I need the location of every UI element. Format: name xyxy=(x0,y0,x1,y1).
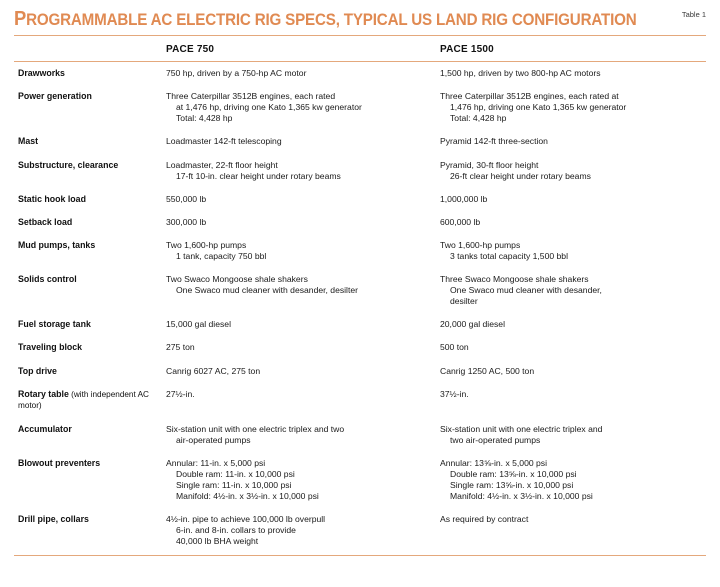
cell-line: 1,476 hp, driving one Kato 1,365 kw generator xyxy=(450,102,627,113)
table-row xyxy=(14,211,706,234)
cell-line: 40,000 lb BHA weight xyxy=(176,535,259,546)
cell-pace-750 xyxy=(162,234,436,268)
cell-pace-750 xyxy=(162,418,436,452)
column-header-blank xyxy=(14,36,162,62)
cell-pace-1500 xyxy=(436,188,706,211)
cell-pace-1500 xyxy=(436,336,706,359)
table-row xyxy=(14,268,706,313)
cell-line: two air-operated pumps xyxy=(450,434,541,445)
cell-pace-750 xyxy=(162,360,436,383)
cell-line: 4½-in. pipe to achieve 100,000 lb overpull xyxy=(166,513,326,524)
cell-line: Six-station unit with one electric triplex and two xyxy=(166,423,345,434)
cell-line: 3 tanks total capacity 1,500 bbl xyxy=(450,251,569,261)
cell-line: 750 hp, driven by a 750-hp AC motor xyxy=(166,68,307,78)
table-header xyxy=(14,36,706,62)
row-label-text: Drawworks xyxy=(18,68,65,78)
page-title-initial: P xyxy=(14,8,27,30)
cell-pace-1500 xyxy=(436,154,706,188)
cell-line: Annular: 13⅝-in. x 5,000 psi xyxy=(440,457,548,468)
table-row xyxy=(14,154,706,188)
cell-line: 550,000 lb xyxy=(166,193,207,204)
table-row xyxy=(14,85,706,130)
cell-line: desilter xyxy=(450,296,478,306)
cell-line: 300,000 lb xyxy=(166,216,207,227)
cell-pace-1500 xyxy=(436,234,706,268)
cell-pace-750 xyxy=(162,85,436,130)
row-label-text: Traveling block xyxy=(18,342,83,353)
cell-line: Loadmaster 142-ft telescoping xyxy=(166,136,282,147)
cell-line: As required by contract xyxy=(440,513,529,524)
row-label-text: Blowout preventers xyxy=(18,457,101,468)
cell-line: Two 1,600-hp pumps xyxy=(440,240,521,250)
cell-pace-750 xyxy=(162,154,436,188)
cell-line: 1,000,000 lb xyxy=(440,193,488,204)
table-row xyxy=(14,234,706,268)
cell-line: 500 ton xyxy=(440,342,469,353)
cell-line: Double ram: 11-in. x 10,000 psi xyxy=(176,468,295,479)
cell-line: Double ram: 13⅝-in. x 10,000 psi xyxy=(450,468,577,479)
row-label xyxy=(14,130,162,153)
cell-line: Single ram: 13⅝-in. x 10,000 psi xyxy=(450,479,574,490)
cell-line: Six-station unit with one electric triplex and xyxy=(440,423,603,434)
cell-line: 1 tank, capacity 750 bbl xyxy=(176,251,267,261)
table-number-label: Table 1 xyxy=(681,10,706,19)
row-label xyxy=(14,360,162,383)
cell-line: 20,000 gal diesel xyxy=(440,319,505,329)
row-label xyxy=(14,418,162,452)
cell-pace-1500 xyxy=(436,418,706,452)
cell-line: 1,500 hp, driven by two 800-hp AC motors xyxy=(440,68,601,78)
row-label-subtext: (with independent AC motor) xyxy=(18,389,149,411)
cell-line: 600,000 lb xyxy=(440,216,481,227)
row-label xyxy=(14,62,162,86)
cell-pace-750 xyxy=(162,211,436,234)
cell-line: Annular: 11-in. x 5,000 psi xyxy=(166,457,266,468)
table-row xyxy=(14,313,706,336)
page-title-text: ROGRAMMABLE AC ELECTRIC RIG SPECS, TYPICAL US LAND RIG CONFIGURATION xyxy=(26,11,637,29)
cell-pace-750 xyxy=(162,336,436,359)
table-body xyxy=(14,62,706,553)
cell-line: Two Swaco Mongoose shale shakers xyxy=(166,274,308,284)
cell-line: 15,000 gal diesel xyxy=(166,319,231,329)
cell-pace-750 xyxy=(162,383,436,418)
row-label-text: Power generation xyxy=(18,91,92,102)
column-header-pace-750: PACE 750 xyxy=(166,44,215,55)
row-label-text: Static hook load xyxy=(18,193,86,204)
table-row xyxy=(14,452,706,508)
row-label xyxy=(14,508,162,553)
row-label-text: Mast xyxy=(18,136,39,147)
cell-pace-1500 xyxy=(436,62,706,86)
row-label xyxy=(14,383,162,418)
cell-line: 6-in. and 8-in. collars to provide xyxy=(176,524,296,535)
cell-pace-1500 xyxy=(436,268,706,313)
cell-line: Manifold: 4½-in. x 3½-in. x 10,000 psi xyxy=(176,490,319,501)
cell-line: 275 ton xyxy=(166,342,195,353)
table-header-row xyxy=(14,36,706,62)
row-label-text: Top drive xyxy=(18,365,57,376)
row-label-text: Setback load xyxy=(18,216,73,227)
page-title xyxy=(14,8,651,31)
cell-pace-1500 xyxy=(436,383,706,418)
row-label xyxy=(14,85,162,130)
row-label-text: Fuel storage tank xyxy=(18,319,91,329)
cell-line: air-operated pumps xyxy=(176,434,251,445)
cell-line: at 1,476 hp, driving one Kato 1,365 kw generator xyxy=(176,102,362,113)
cell-pace-1500 xyxy=(436,313,706,336)
row-label xyxy=(14,313,162,336)
table-row xyxy=(14,508,706,553)
cell-pace-750 xyxy=(162,188,436,211)
cell-line: Single ram: 11-in. x 10,000 psi xyxy=(176,479,292,490)
table-row xyxy=(14,336,706,359)
cell-pace-750 xyxy=(162,268,436,313)
table-row xyxy=(14,360,706,383)
row-label xyxy=(14,234,162,268)
cell-line: Pyramid 142-ft three-section xyxy=(440,136,548,147)
cell-pace-1500 xyxy=(436,130,706,153)
table-row xyxy=(14,62,706,86)
row-label xyxy=(14,452,162,508)
column-header-pace-1500: PACE 1500 xyxy=(440,44,494,55)
table-row xyxy=(14,188,706,211)
row-label xyxy=(14,268,162,313)
cell-pace-1500 xyxy=(436,360,706,383)
row-label-text: Solids control xyxy=(18,274,77,284)
cell-pace-750 xyxy=(162,452,436,508)
cell-line: Canrig 6027 AC, 275 ton xyxy=(166,365,261,376)
row-label xyxy=(14,154,162,188)
cell-line: Total: 4,428 hp xyxy=(450,113,507,124)
cell-line: 37½-in. xyxy=(440,388,469,399)
cell-line: Pyramid, 30-ft floor height xyxy=(440,159,539,170)
cell-line: One Swaco mud cleaner with desander, desilter xyxy=(176,285,358,295)
cell-pace-750 xyxy=(162,313,436,336)
row-label xyxy=(14,336,162,359)
row-label-text: Rotary table xyxy=(18,388,69,399)
cell-line: Canrig 1250 AC, 500 ton xyxy=(440,365,535,376)
cell-line: 17-ft 10-in. clear height under rotary beams xyxy=(176,170,341,181)
row-label-text: Mud pumps, tanks xyxy=(18,240,96,250)
cell-line: Loadmaster, 22-ft floor height xyxy=(166,159,278,170)
cell-pace-1500 xyxy=(436,211,706,234)
cell-pace-1500 xyxy=(436,452,706,508)
cell-line: Manifold: 4½-in. x 3½-in. x 10,000 psi xyxy=(450,490,593,501)
cell-line: Total: 4,428 hp xyxy=(176,113,233,124)
cell-line: Two 1,600-hp pumps xyxy=(166,240,247,250)
cell-line: Three Caterpillar 3512B engines, each rated xyxy=(166,91,336,102)
cell-pace-1500 xyxy=(436,85,706,130)
table-row xyxy=(14,383,706,418)
row-label-text: Accumulator xyxy=(18,423,72,434)
cell-line: Three Swaco Mongoose shale shakers xyxy=(440,274,589,284)
cell-pace-750 xyxy=(162,130,436,153)
cell-pace-750 xyxy=(162,508,436,553)
row-label xyxy=(14,188,162,211)
bottom-divider xyxy=(14,555,706,556)
cell-line: 27½-in. xyxy=(166,388,195,399)
row-label-text: Substructure, clearance xyxy=(18,159,119,170)
cell-line: One Swaco mud cleaner with desander, xyxy=(450,285,602,295)
rig-specs-table xyxy=(14,36,706,553)
row-label-text: Drill pipe, collars xyxy=(18,513,89,524)
table-row xyxy=(14,418,706,452)
cell-pace-750 xyxy=(162,62,436,86)
row-label xyxy=(14,211,162,234)
cell-pace-1500 xyxy=(436,508,706,553)
cell-line: Three Caterpillar 3512B engines, each rated at xyxy=(440,91,619,102)
cell-line: 26-ft clear height under rotary beams xyxy=(450,170,591,181)
table-row xyxy=(14,130,706,153)
title-row xyxy=(0,0,720,31)
